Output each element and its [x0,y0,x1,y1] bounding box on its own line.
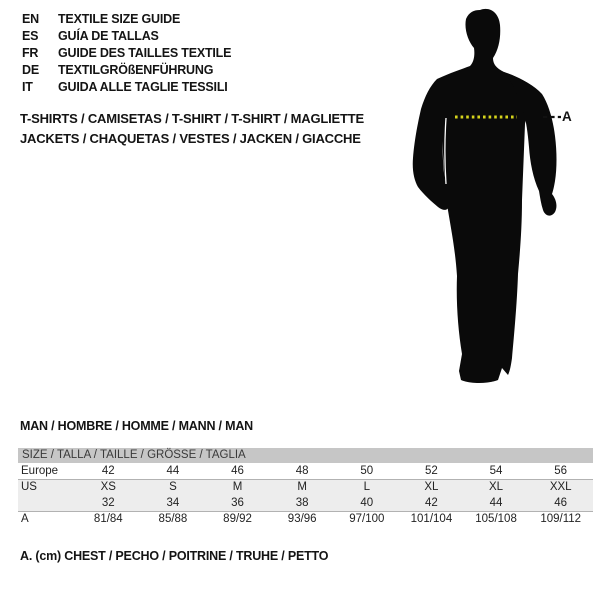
size-cell: 105/108 [475,513,517,525]
language-row-es [22,28,231,45]
man-silhouette-figure [400,0,600,400]
language-list [22,11,231,96]
size-cell: S [169,481,177,493]
size-cell: 81/84 [93,513,123,525]
language-row-de [22,62,231,79]
size-cell: 44 [166,465,180,477]
size-table [18,448,593,527]
size-cell: 32 [101,497,115,509]
section-title-man: MAN / HOMBRE / HOMME / MANN / MAN [20,419,253,433]
size-cell: 46 [554,497,568,509]
size-cell: 44 [489,497,503,509]
size-cell: 109/112 [540,513,582,525]
size-cell: L [363,481,371,493]
language-label: GUIDE DES TAILLES TEXTILE [58,46,232,60]
size-cell: M [297,481,307,493]
language-code: ES [22,29,39,43]
size-cell: 50 [360,465,374,477]
size-cell: 54 [489,465,503,477]
size-cell: 56 [554,465,568,477]
language-code: DE [22,63,39,77]
language-label: TEXTILGRÖßENFÜHRUNG [58,63,214,77]
size-cell: 34 [166,497,180,509]
table-row-chest-a [18,511,593,527]
row-label: US [21,481,37,493]
size-cell: 48 [295,465,309,477]
size-cell: 42 [101,465,115,477]
size-cell: XXL [549,481,572,493]
language-code: EN [22,12,39,26]
language-code: IT [22,80,33,94]
size-cell: 101/104 [410,513,453,525]
language-row-it [22,79,231,96]
language-label: TEXTILE SIZE GUIDE [58,12,181,26]
size-cell: 97/100 [349,513,385,525]
category-tshirts: T-SHIRTS / CAMISETAS / T-SHIRT / T-SHIRT / MAGLIETTE [20,111,364,126]
category-list [20,109,364,148]
table-row-europe [18,463,593,479]
size-cell: M [232,481,243,493]
size-cell: 46 [231,465,244,477]
size-cell: XL [424,481,439,493]
size-cell: XS [100,481,116,493]
table-row-us [18,479,593,495]
footnote-chest: A. (cm) CHEST / PECHO / POITRINE / TRUHE / PETTO [20,549,329,563]
language-label: GUÍA DE TALLAS [58,29,159,43]
table-row-us-numeric [18,495,593,511]
category-jackets: JACKETS / CHAQUETAS / VESTES / JACKEN / GIACCHE [20,130,361,146]
row-label: A [21,513,29,525]
size-table-header: SIZE / TALLA / TAILLE / GRÖSSE / TAGLIA [18,448,593,463]
size-cell: 85/88 [158,513,188,525]
language-row-en [22,11,231,28]
size-cell: 42 [425,497,438,509]
size-cell: 52 [425,465,438,477]
measure-label-a: A [562,109,572,124]
language-code: FR [22,46,39,60]
row-label [18,495,76,511]
size-cell: 89/92 [223,513,252,525]
row-label: Europe [21,465,59,477]
size-cell: 40 [360,497,374,509]
size-cell: 93/96 [287,513,317,525]
language-label: GUIDA ALLE TAGLIE TESSILI [58,80,228,94]
size-cell: 38 [295,497,309,509]
man-silhouette [400,0,600,400]
size-cell: XL [489,481,504,493]
language-row-fr [22,45,231,62]
size-cell: 36 [231,497,244,509]
